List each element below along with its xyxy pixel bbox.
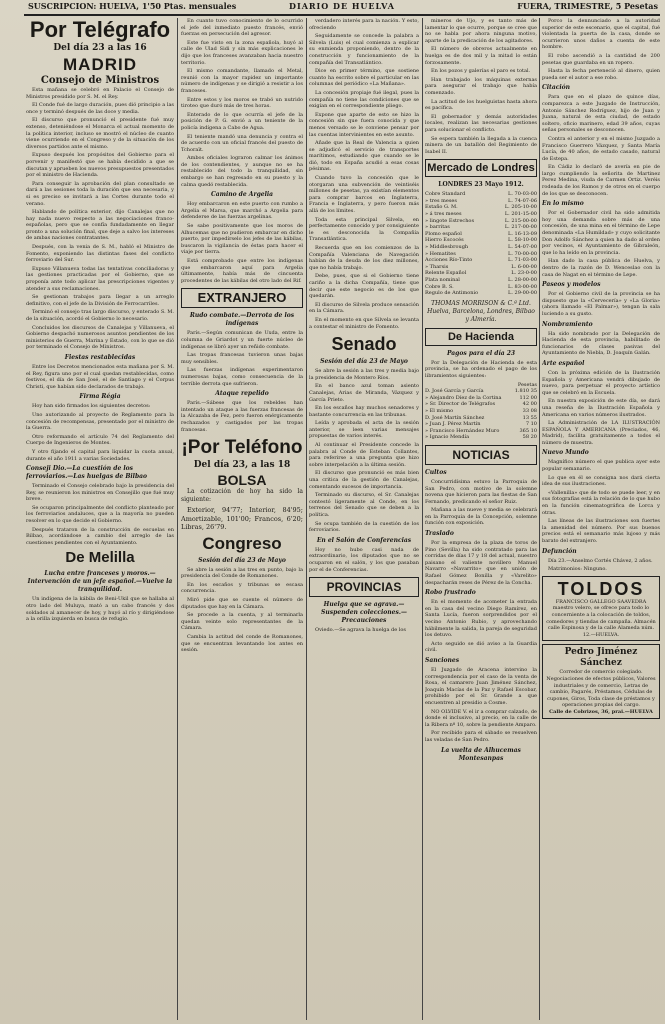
paragraph: El teniente mandó una denuncia y contra el de acuerdo con un oficial francés del puesto de Tchoraït.: [181, 133, 303, 153]
paragraph: Y otro fijando el capital para liquidar la cuota anual, durante el año 1911 a varias Sociedades.: [26, 448, 174, 462]
paragraph: «Vallenilla» que de todo se puede leer, y en sus fotografías está la relación de lo que hubo en la función cinematográfica de Lorca y otras.: [542, 489, 660, 516]
subheading: Paseos y modelos: [542, 281, 601, 289]
paragraph: Entre estos y los moros se trabó un nutrido tiroteo que duró más de tres horas.: [181, 96, 303, 110]
row-value: L. 6-00-00: [511, 263, 537, 270]
paragraph: El Conde fué de largo duración, pues dió principio a las once y terminó después de las doce y media.: [26, 102, 174, 115]
paragraph: Hoy embarcaron en este puerto con rumbo a Argelia el Marsa, que marchó a Argelia para defenderse de las fuerzas argelinas.: [181, 201, 303, 221]
row-value: L. 217-00-00: [504, 224, 537, 231]
column-4: [425, 18, 537, 1022]
telephone-heading: ¡Por Teléfono: [181, 437, 303, 459]
table-row: [425, 237, 537, 244]
payments-table: [425, 388, 537, 441]
paragraph: Matrimonios: Ninguno.: [548, 566, 607, 573]
column-rule: [539, 18, 540, 1020]
table-row: [425, 191, 537, 198]
paragraph: Se gestionan trabajos para llegar a un arreglo definitivo, con el jefe de la División de Ferrocarriles.: [26, 294, 174, 307]
paragraph: Está comprobado que entre los indígenas que embarcaron aquí para Argelia últimamente, había más de cincuenta procedentes de las kábilas del otro lado del Rif.: [181, 258, 303, 284]
table-row: [425, 270, 537, 277]
masthead: [24, 0, 660, 16]
paragraph: Cambia la actitud del conde de Romanones, que se encuentran levantando los antes en sesión.: [181, 633, 303, 654]
row-label: Acciones Río-Tinto: [425, 257, 473, 264]
paragraph: Las fuerzas indígenas experimentaron numerosas bajas, como consecuencia de la terrible derrota que sufrieron.: [181, 367, 303, 387]
broker-advertisement: [542, 644, 660, 718]
paragraph: NO OLVIDE V. el ir a comprar calzado, de donde el inclusivo, al precio, en la calle de la Ribera nº 10, sobre la pendiente Amparo.: [425, 708, 537, 728]
row-value: L. 74-07-06: [508, 197, 537, 204]
paragraph: Hoy no hubo casi nada de extraordinario, los diputados que no se ocuparon en el salón, y los que pasaban por el de Conferencias.: [309, 546, 419, 573]
row-label: » Alejandro Díez de la Cortina: [425, 394, 502, 401]
paragraph: Toda esta principal Silvela, en perfectamente conocido y por consiguiente le es desconocida la Compañía Transatlántica.: [309, 216, 419, 243]
paragraph: Recuerda que en los comienzos de la Compañía Valenciana de Navegación habían de la deuda de los diez millones, que no había trabajo.: [309, 245, 419, 271]
market-source: THOMAS MORRISON & C.ª Ltd. Huelva, Barcelona, Londres, Bilbao y Almería.: [427, 299, 535, 323]
row-label: » Sr. Director de Telégrafos: [425, 401, 496, 408]
table-row: [425, 290, 537, 297]
row-label: Hierro Escocés: [425, 237, 464, 244]
paragraph: Mañana a las nueve y media se celebrará en la Parroquia de la Concepción, solemne función con exposición.: [425, 507, 537, 527]
paragraph: Magnífico número el que publica ayer este popular semanario.: [542, 459, 660, 473]
subheading: Conseji Dio.—La cuestión de los ferroviarios.—Las huelgas de Bilbao: [26, 465, 148, 481]
paragraph: Concurridísima estuvo la Parroquia de San Pedro, con motivo de la solemne novena que hicieron para las fiestas de San Fernando, predicando el señor Ruiz.: [425, 478, 537, 505]
subheading: Sesión del día 23 de Mayo: [198, 556, 286, 564]
table-row: [425, 421, 537, 428]
subheading: Huelga que se agrava.—Suspenden colecciones.—Precauciones: [321, 601, 407, 625]
row-label: Cobre B. S.: [425, 283, 454, 290]
toldos-advertisement: [542, 576, 660, 642]
paragraph: París.—Sábese que los rebeldes han intentado un ataque a las fuerzas francesas de la Alcazaba de Fez, pero fueron enérgicamente rechazados y castigados por las tropas francesas.: [181, 400, 303, 433]
paragraph: Por la empresa de la plaza de toros de Pino (Sevilla) ha sido contratado para las corridas de días 17 y 18 del actual, nuestro paisano el valiente novillero Manuel Navarro «Navarrito» que en unión de Rafael Gómez Bonilla y «Varelito» despacharán reses de Pérez de la Concha.: [425, 540, 537, 586]
row-value: 1.810 35: [514, 388, 537, 395]
paragraph: En el momento en que Silvela se levanta a contestar el ministro de Fomento.: [309, 316, 419, 330]
paragraph: Por el Gobernador civil ha sido admitida hoy una demanda sobre más de una concesión, de una mina en el término de Lepe denominada «La Humildad» y cuyo solicitante Don Adolfo Sánchez a quien ha dado al orden por vecinos, el Ayuntamiento de Gibraleón, que lo ha leído en la provincia.: [542, 210, 660, 256]
paragraph: Hoy han sido firmados los siguientes decretos:: [32, 403, 151, 410]
row-label: Regulo de Antimonio: [425, 290, 479, 297]
row-label: » Tharsis: [425, 263, 449, 270]
section-heading: Consejo de Ministros: [40, 75, 160, 86]
paragraph: Porco la dennunciado a la autoridad superior de este escenario, que el capital, fué violentada la puerta de la casa, donde se ocurrieron unos daños a cuenta de este hombre.: [542, 18, 660, 51]
paragraph: Uno autorizando al proyecto de Reglamento para la concesión de recompensas, presentado por el ministro de la Guerra.: [26, 411, 174, 432]
paragraph: En cuanto tuvo conocimiento de lo ocurrido el jefe del inmediato puesto francés, envió fuerzas en persecución del agresor.: [181, 18, 303, 38]
subheading: Rudo combate.—Derrota de los indígenas: [189, 312, 295, 328]
paragraph: Enterado de lo que ocurría el jefe de la posición de P. G. envió a un teniente de la policía indígena a Cabo de Agua.: [181, 111, 303, 131]
row-label: » Middlesbrough: [425, 244, 469, 251]
paragraph: Dice en primer término, que sostiene cuanto ha escrito sobre el particular en las columnas del periódico «La Mañana».: [309, 68, 419, 88]
subheading: Arte español: [542, 359, 585, 367]
paragraph: Expuso Villanueva todas las tentativas conciliadoras y las gestiones practicadas por el Gobierno, que se proponía ante todo aplicar las prescripciones vigentes y atender a sus reclamaciones.: [26, 265, 174, 292]
row-label: Cobre Standard: [425, 191, 466, 198]
column-rule: [306, 18, 307, 1020]
row-label: » Hematites: [425, 250, 456, 257]
column-1: [26, 18, 174, 1022]
senate-heading: Senado: [331, 334, 397, 355]
subheading: La vuelta de Alhucemas Montesanpas: [441, 746, 521, 762]
subheading: Citación: [542, 84, 571, 92]
subheading: Sesión del día 23 de Mayo: [320, 358, 408, 366]
paragraph: Concluidos los discursos de Canalejas y Villanueva, el Gobierno despachó numerosos asuntos pendientes de los ministerios de Guerra, Marina y Estado, con lo que se dió por terminado el Consejo de Ministros.: [26, 324, 174, 351]
subheading: En lo mismo: [542, 200, 584, 208]
subheading: Fiestas restablecidas: [64, 353, 136, 361]
subheading: Ataque repelido: [215, 390, 269, 398]
treasury-heading: De Hacienda: [425, 328, 537, 346]
subheading: En el Salón de Conferencias: [316, 536, 412, 544]
row-value: L. 205-10-00: [504, 204, 537, 211]
paragraph: Cuando tuvo la concesión que le otorgaran una subvención de veintiséis millones de pesetas, ya existían elementos para comprar barcos en Inglaterra, Francia e Inglaterra, y pero fueron más allá de los límites.: [309, 175, 419, 215]
paragraph: Las líneas de las ilustraciones son fuertes la amenidad del número. Por sus buenos precios está el semanario más lujoso y más barato del extranjero.: [542, 518, 660, 544]
subheading: Defunción: [542, 547, 577, 555]
column-3: [309, 18, 419, 1022]
table-row: [425, 224, 537, 231]
row-label: Relente Español: [425, 270, 467, 277]
subscription-price: SUSCRIPCION: HUELVA, 1'50 Ptas. mensuales: [28, 1, 237, 11]
table-row: [425, 284, 537, 291]
paragraph: Día 23.—Anselmo Cortés Chávez, 2 años.: [548, 557, 653, 564]
row-value: L. 70-00-00: [508, 250, 537, 257]
row-value: L. 28-00-00: [508, 277, 537, 283]
paragraph: Seguidamente se concede la palabra a Silvela (Luis) el cual comienza a explicar su enmienda proponiendo, dentro de la construcción y funcionamiento de la compañía del Transatlántico.: [309, 33, 419, 66]
row-label: » á tres meses: [425, 211, 462, 218]
advertisement-text: Corredor de comercio colegiado. Negociaciones de efectos públicos, Valores industriales y de comercio, Letras de cambio, Pagarés, Préstamos, Cédulas de cupones, Giros, Toda clase de préstamos y operaciones propias del cargo.: [546, 669, 656, 709]
row-value: L. 58-10-00: [508, 237, 537, 244]
paragraph: Después trataron de la construcción de escuelas en Bilbao, acordándose a cambio del arreglo de las cuestiones pendientes con el Ayuntamiento.: [26, 526, 174, 546]
subheading: Sanciones: [425, 656, 460, 664]
row-value: 7 10: [525, 421, 537, 428]
subheading: Firma Régia: [79, 393, 121, 401]
paragraph: Terminó el consejo tras largo discurso, y enterado S. M. de la situación, acordó el Gobierno lo necesario.: [26, 309, 174, 322]
paragraph: El mismo comandante, llamado el Metal, reunió con la mayor rapidez un importante número de indígenas y se dirigió a resistir a los franceses.: [181, 68, 303, 94]
paragraph: Oviedo.—Se agrava la huelga de los: [315, 627, 406, 634]
row-value: L. 70-03-00: [508, 191, 537, 198]
city-heading: MADRID: [63, 55, 137, 74]
paragraph: Se abre la sesión a las tres en punto, bajo la presidencia del Conde de Romanones.: [181, 566, 303, 580]
paragraph: En nuestra exposición de este día, se dará una reseña de la Ilustración Española y Americana en varios números ilustrados.: [542, 398, 660, 418]
row-label: » barritas: [425, 224, 450, 231]
paragraph: Se espera también la llegada a la cuenca minera de un batallón del Regimiento de Isabel II.: [425, 135, 537, 155]
broker-name: Pedro Jiménez Sánchez: [564, 647, 638, 669]
telephone-date: Del día 23, a las 18: [193, 460, 291, 471]
table-row: [425, 211, 537, 218]
paragraph: La Administración de LA ILUSTRACIÓN ESPAÑOLA Y AMERICANA (Preciados, 46, Madrid), facilita gratuitamente a todos el número de muestra.: [542, 420, 660, 446]
paragraph: Esta mañana se celebró en Palacio el Consejo de Ministros presidido por S. M. el Rey.: [26, 87, 174, 100]
paragraph: Con la próxima edición de la Ilustración Española y Americana vendrá dibujado de nuevo, para perpetuar el proyecto artístico que se celebró en la Escuela.: [542, 369, 660, 396]
paragraph: Acto seguido se dió aviso a la Guardia civil.: [425, 640, 537, 654]
paragraph: La cotización de hoy ha sido la siguiente:: [181, 488, 303, 504]
subheading: Lucha entre franceses y moros.—Intervención de un jefe español.—Vuelve la tranquilidad.: [27, 570, 173, 594]
news-heading: NOTICIAS: [425, 445, 537, 465]
paragraph: Hablando de política exterior, dijo Canalejas que no hay nada nuevo respecto a las negociaciones franco-españolas, pero que se confía fundadamente en llegar pronto a una solución final, que deje a salvo los intereses de ambas naciones contratantes.: [26, 209, 174, 242]
paragraph: Debe, pues, que si el Gobierno tiene cariño a la dicha Compañía, tiene que decir que este negocio es de los que quedarán.: [309, 273, 419, 300]
paragraph: Lo que en él se consigna nos dará cierta idea de sus ilustraciones.: [542, 474, 660, 488]
paragraph: Por la Delegación de Hacienda de esta provincia, se ha ordenado el pago de los libramientos siguientes:: [425, 359, 537, 379]
row-label: » Francisco Hernández Muro: [425, 427, 500, 434]
row-value: L. 54-07-00: [508, 244, 537, 251]
column-rule: [177, 18, 178, 1020]
table-row: [425, 257, 537, 264]
table-row: [425, 277, 537, 284]
paragraph: Otro reformando el artículo 74 del Reglamento del Cuerpo de Ingenieros de Montes.: [26, 433, 174, 447]
paragraph: Leída y aprobada el acta de la sesión anterior, se leen varias mensajes propuestas de varios interés.: [309, 420, 419, 440]
paragraph: Para conseguir la aprobación del plan consultado se dará a las sesiones toda la duración que sea necesaria, y si es preciso se invitará a las Cortes durante todo el verano.: [26, 180, 174, 207]
stock-exchange-heading: BOLSA: [217, 472, 267, 489]
row-value: L. 215-00-00: [504, 217, 537, 224]
paragraph: Contra el anterior y en el mismo Juzgado a Francisco Guerrero Vázquez, y Santa María Lucía, de 40 años, de estado casado, natural de Estepa.: [542, 135, 660, 162]
paragraph: El gobernador y demás autoridades locales, realizan las necesarias gestiones para solucionar el conflicto.: [425, 113, 537, 133]
outside-price: FUERA, TRIMESTRE, 5 Pesetas: [517, 1, 658, 11]
subheading: Camino de Argelia: [210, 191, 274, 199]
subheading: Nuevo Mundo: [542, 449, 589, 457]
table-row: [425, 434, 537, 441]
paragraph: La concesión propiaje fué ilegal, pues la compañía no tiene las condiciones que se exigían en el correspondiente pliego.: [309, 89, 419, 110]
market-date: LONDRES 23 Mayo 1912.: [438, 181, 524, 189]
paragraph: París.—Según comunican de Uxda, entre la columna de Griardot y un fuerte núcleo de indígenas se libró ayer un reñido combate.: [181, 330, 303, 350]
row-value: 42 00: [522, 401, 537, 408]
row-value: 58 20: [522, 434, 537, 441]
paragraph: Un indígena de la kábila de Beni-Ukil que se hallaba al otro lado del Muluya, mató a un cabo francés y dos soldados al amanecer de hoy, y huyó al río y dirigiéndose a la orilla izquierda en busca de refugio.: [26, 596, 174, 623]
advertisement-text: FRANCISCO GALLEGO SAAVEDRA maestro velero, se ofrece para todo lo concerniente a la colocación de toldos, comedores y tiendas de campaña. Almacén calle Espinosa y de la calle Alameda núm. 12.—HUELVA.: [546, 598, 656, 638]
row-label: » lingote Estrechos: [425, 217, 475, 224]
paragraph: Se abre la sesión a las tres y media bajo la presidencia de Montero Ríos.: [309, 368, 419, 381]
paragraph: Las tropas francesas tuvieron unas bajas muy sensibles.: [181, 352, 303, 365]
row-label: » tres meses: [425, 197, 457, 204]
table-row: [425, 388, 537, 395]
broker-address: Calle de Cobrizos, 36, prai.—HUELVA: [549, 708, 653, 715]
row-value: 365 10: [519, 427, 537, 434]
paragraph: El número de obreros actualmente en huelga es de dos mil y la mitad lo están forzosamente.: [425, 46, 537, 66]
row-value: 112 00: [519, 394, 537, 401]
column-5: [542, 18, 660, 1022]
paragraph: Se ocuparon principalmente del conflicto planteado por los ferroviarios andaluces, que a la mayoría no pueden resolver en lo que decide el Gobierno.: [26, 504, 174, 525]
paragraph: Se ocupa también de la cuestión de los ferroviarios.: [309, 520, 419, 534]
row-value: L. 16-13-09: [508, 230, 537, 237]
row-label: Estaño G. M.: [425, 204, 458, 211]
stock-values: Exterior, 94'77; Interior, 84'95; Amortizable, 101'00; Francos, 6'20; Libras, 26'79.: [181, 506, 303, 532]
paragraph: Han trabajado los máquinas externas para asegurar el trabajo que había comenzado.: [425, 76, 537, 96]
congress-heading: Congreso: [202, 533, 282, 553]
paragraph: Hasta la fecha perteneció al dinero, quien pueda ser el autor a ese robo.: [542, 68, 660, 81]
row-label: Plata nominal: [425, 277, 460, 283]
paragraph: El discurso que pronunció es más bien una critica de la gestión de Canalejas, comentando sucesos de importancia.: [309, 470, 419, 490]
paragraph: Miró pide que se cuente el número de diputados que hay en la Cámara.: [181, 596, 303, 610]
row-value: L. 23-0-00: [511, 270, 537, 277]
subheading: Nombramiento: [542, 320, 593, 328]
paragraph: Por recibido para el sábado se resuelven las veladas de San Pedro.: [425, 730, 537, 743]
subheading: Traslado: [425, 530, 454, 538]
paragraph: En los escaños hay muchos senadores y bastante concurrencia en las tribunas.: [309, 405, 419, 418]
row-label: » El mismo: [425, 407, 454, 414]
row-value: L. 83-00-00: [508, 283, 537, 290]
row-value: L. 29-00-00: [508, 290, 537, 297]
subheading: Cultos: [425, 468, 447, 476]
currency-label: Pesetas: [517, 381, 537, 388]
foreign-news-heading: EXTRANJERO: [181, 288, 303, 308]
paragraph: En el momento de acometer la entrada en la casa del vecino Diego Ramírez, en Santa Lucía, fueron sorprendidos por el vecino Antonio Rubio, y aprovechando hábilmente la salida, la pareja de seguridad los detuvo.: [425, 599, 537, 639]
newspaper-name: DIARIO DE HUELVA: [289, 1, 395, 11]
paragraph: En Cádiz lo declaró de avería en pie de largo cumpliendo la señorita de Martinez Perez Medina, viuda de Carmen Ortiz. Veréis rodeada de los Ramos y de otros en el cuerpo de los que se desconocen.: [542, 164, 660, 197]
row-label: D. José García y García: [425, 388, 484, 395]
london-market-heading: Mercado de Londres: [425, 159, 537, 177]
row-value: 13 55: [522, 414, 537, 421]
table-row: [425, 218, 537, 225]
row-label: » Ignacio Mendía: [425, 434, 470, 441]
paragraph: Se procede a la cuenta, y al terminarla quedan veinte solo representantes de la Cámara.: [181, 612, 303, 632]
paragraph: Se sabe positivamente que los moros de Alhucemas que no pudieron embarcar en dicho puerto, por impedírselo los jefes de las kábilas, buscaron la vigilancia de éstas para hacer el viaje por tierra.: [181, 223, 303, 256]
telegraph-date: Del día 23 a las 16: [53, 43, 147, 53]
row-value: L. 201-15-00: [504, 211, 537, 218]
paragraph: Por el Gobierno civil de la provincia se ha dispuesto que la «Cervecería» y «La Gloria» (ahora llamado «El Palmar»), tengan la sala luciendo a su gusto.: [542, 291, 660, 317]
paragraph: El discurso que pronunció el presidente fué muy extenso, deteniéndose el Monarca el actual momento de la política interior, incluso se mostró el núcleo de cuanto viene ocurriendo en el Congreso y de la situación de los diversos partidos ante el mismo.: [26, 117, 174, 150]
row-label: » Juan J. Pérez Martín: [425, 421, 481, 428]
paragraph: Después, con la venia de S. M., habló el Ministro de Fomento, exponiendo las distintas fases del conflicto ferroviario del Sur.: [26, 244, 174, 264]
paragraph: verdadero interés para la nación. Y esto, ofreciendo: [309, 18, 419, 31]
paragraph: La actitud de los huelguistas hasta ahora es pacífica.: [425, 98, 537, 112]
column-2: [181, 18, 303, 1022]
paragraph: Ha sido nombrado por la Delegación de Hacienda de esta provincia, habilitado de funcionarios de clases pasivas del Ayuntamiento de Niebla, D. Joaquín Galán.: [542, 330, 660, 357]
paragraph: Ambos oficiales lograron calmar los ánimos de los contendientes, y aunque no se ha restablecido del todo la tranquilidad, sin embargo se han regresado en su puesto y la calma quedó restablecida.: [181, 155, 303, 188]
paragraph: Terminado su discurso, el Sr. Canalejas contestó ligeramente al Conde, en los terrenos del Senado que se deben a la política.: [309, 492, 419, 518]
paragraph: El discurso de Silvela produce sensación en la Cámara.: [309, 301, 419, 315]
paragraph: Han dado la casa pública de Huelva, y dentro de la razón de D. Wenceslao con la casa de Nagat en el término de Lepe.: [542, 258, 660, 278]
market-table: [425, 191, 537, 297]
paragraph: Este fue visto en la zona española, huyó al calle de Ulad Sidi y sin más explicaciones le dijo que los franceses avanzaban hacia nuestro territorio.: [181, 39, 303, 66]
paragraph: El robo ascendió a la cantidad de 200 pesetas que guardaba en un ropero.: [542, 52, 660, 66]
paragraph: Terminado el Consejo celebrado bajo la presidencia del Rey, se reunieron los ministros en Consejillo que fué muy breve.: [26, 483, 174, 503]
paragraph: En los pozos y galerías el paro es total.: [431, 68, 531, 75]
paragraph: Expone que aparte de esto se hizo la concesión sin que fuera conocida y que menos versado se le conviene pensar por las cuentas intervinientes en este asunto.: [309, 111, 419, 138]
table-row: [425, 408, 537, 415]
paragraph: mineros de Ujo, y es tanto más de lamentar lo que ocurre, porque se cree que no se habla por ahora ninguna motivo, aparte de la predicación de los agitadores.: [425, 18, 537, 44]
melilla-heading: De Melilla: [65, 549, 135, 567]
row-label: D. José Martín Sánchez: [425, 414, 485, 421]
provinces-heading: PROVINCIAS: [309, 577, 419, 597]
table-row: [425, 244, 537, 251]
subheading: Robo frustrado: [425, 589, 476, 597]
paragraph: En los escaños y tribunas se escasa concurrencia.: [181, 581, 303, 595]
paragraph: Expuso después los propósitos del Gobierno para el porvenir y manifestó que se había decidido a que se discutan y aprueben los nuevos presupuestos presentados por el ministro de Hacienda.: [26, 152, 174, 179]
paragraph: El Juzgado de Aracena intervino la correspondencia por el caso de la venta de Rosa, el camarero Juan Jiménez Sánchez, Joaquín Macías de la Paz y Rafael Escobar, prohibido por el Sr. Grande a que encuentren al presidio a Cosme.: [425, 666, 537, 706]
column-rule: [422, 18, 423, 1020]
telegraph-heading: Por Telégrafo: [29, 18, 171, 42]
row-value: 33 08: [522, 407, 537, 414]
row-label: Plomo español: [425, 230, 462, 237]
paragraph: Para que en el plazo de quince días, comparezca a este Juzgado de Instrucción, Antonio Sánchez Rodríguez, hijo de Juan y Juana, natural de esta ciudad, de estado soltero, oficio marinero, edad 39 años, cuyas señas personales se desconocen.: [542, 94, 660, 134]
row-value: L. 71-03-00: [508, 257, 537, 264]
paragraph: Al continuar el Presidente concede la palabra al Conde de Esteban Collantes, para referirse a una pregunta que hizo sobre interpelación a la última sesión.: [309, 442, 419, 468]
subheading: Pagos para el día 23: [446, 349, 516, 357]
toldos-heading: TOLDOS: [557, 578, 645, 599]
paragraph: Añade que la Real de Valencia a quien se adjudicó el servicio de transportes marítimos, estudiando que cuando se le dió, todo en España acudió a esas cosas pésimas.: [309, 140, 419, 173]
table-row: [425, 401, 537, 408]
paragraph: En el banco azul toman asiento Canalejas, Arias de Miranda, Vázquez y García Prieto.: [309, 383, 419, 403]
paragraph: Entre los Decretos mencionados esta mañana por S. M. el Rey, figura uno por el cual quedan restablecidas, como festivos, el día de San José, el de Santiago y el Corpus Christi, que habían sido declarados de trabajo.: [26, 363, 174, 390]
